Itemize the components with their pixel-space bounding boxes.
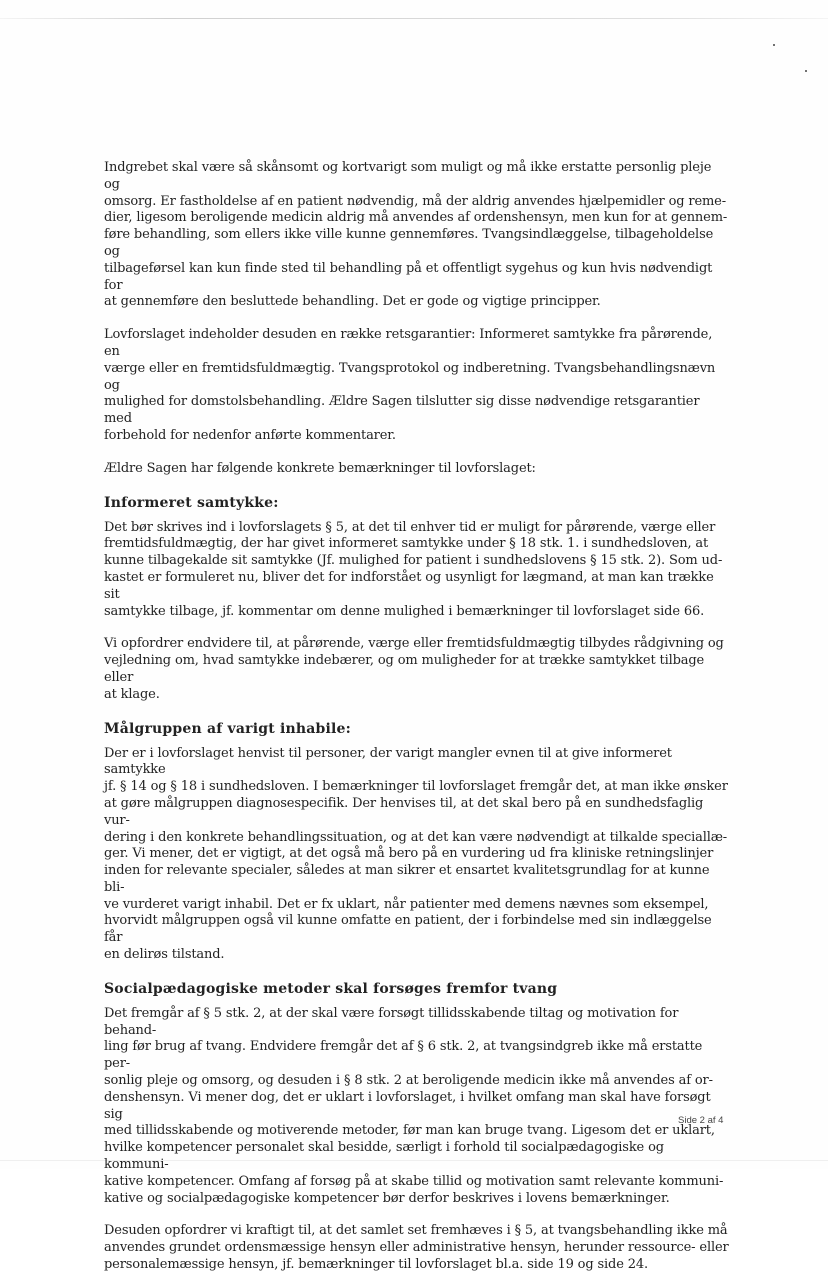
text-line: tilbageførsel kan kun finde sted til behandling på et offentligt sygehus og kun hvis nødvendigt for <box>104 260 713 293</box>
scan-speck <box>805 70 807 72</box>
paragraph <box>104 1006 730 1208</box>
text-line: at gøre målgruppen diagnosespecifik. Der henvises til, at det skal bero på en sundhedsfaglig vur- <box>104 795 704 828</box>
text-line: hvilke kompetencer personalet skal besidde, særligt i forhold til socialpædagogiske og kommuni- <box>104 1140 664 1173</box>
text-line: hvorvidt målgruppen også vil kunne omfatte en patient, der i forbindelse med sin indlæggelse får <box>104 913 712 946</box>
text-line: mulighed for domstolsbehandling. Ældre Sagen tilslutter sig disse nødvendige retsgarantier med <box>104 394 700 427</box>
text-line: Der er i lovforslaget henvist til personer, der varigt mangler evnen til at give informeret samtykke <box>104 745 672 778</box>
text-line: at gennemføre den besluttede behandling. Det er gode og vigtige principper. <box>104 294 601 310</box>
scan-edge-top <box>0 18 828 19</box>
text-line: denshensyn. Vi mener dog, det er uklart i lovforslaget, i hvilket omfang man skal have forsøgt sig <box>104 1089 711 1122</box>
text-line: forbehold for nedenfor anførte kommentarer. <box>104 427 396 443</box>
paragraph <box>104 1223 730 1273</box>
text-line: kunne tilbagekalde sit samtykke (Jf. mulighed for patient i sundhedslovens § 15 stk. 2). Som ud- <box>104 553 723 569</box>
scan-speck <box>773 44 775 46</box>
text-line: Vi opfordrer endvidere til, at pårørende, værge eller fremtidsfuldmægtig tilbydes rådgivning og <box>104 636 724 652</box>
text-line: dier, ligesom beroligende medicin aldrig må anvendes af ordenshensyn, men kun for at gennem- <box>104 210 728 226</box>
text-line: Desuden opfordrer vi kraftigt til, at det samlet set fremhæves i § 5, at tvangsbehandling ikke må <box>104 1223 728 1239</box>
text-line: føre behandling, som ellers ikke ville kunne gennemføres. Tvangsindlæggelse, tilbageholdelse og <box>104 227 714 259</box>
heading-text: Socialpædagogiske metoder skal forsøges fremfor tvang <box>104 980 558 997</box>
text-line: omsorg. Er fastholdelse af en patient nødvendig, må der aldrig anvendes hjælpemidler og reme- <box>104 193 726 209</box>
text-line: at klage. <box>104 686 160 702</box>
text-line: kative og socialpædagogiske kompetencer bør derfor beskrives i lovens bemærkninger. <box>104 1190 670 1206</box>
text-line: samtykke tilbage, jf. kommentar om denne mulighed i bemærkninger til lovforslaget side 66. <box>104 603 705 619</box>
text-line: vejledning om, hvad samtykke indebærer, og om muligheder for at trække samtykket tilbage eller <box>104 653 705 685</box>
page-number: Side 2 af 4 <box>678 1115 724 1126</box>
text-line: kastet er formuleret nu, bliver det for indforstået og usynligt for lægmand, at man kan trække sit <box>104 569 714 602</box>
scan-edge-bottom <box>0 1160 828 1161</box>
text-line: med tillidsskabende og motiverende metoder, før man kan bruge tvang. Ligesom det er uklart, <box>104 1123 715 1139</box>
text-line: kative kompetencer. Omfang af forsøg på at skabe tillid og motivation samt relevante kommuni- <box>104 1173 724 1189</box>
text-line: ve vurderet varigt inhabil. Det er fx uklart, når patienter med demens nævnes som eksempel, <box>104 896 709 912</box>
heading-text: Informeret samtykke: <box>104 494 279 511</box>
text-line: fremtidsfuldmægtig, der har givet informeret samtykke under § 18 stk. 1. i sundhedsloven, at <box>104 536 709 552</box>
text-line: jf. § 14 og § 18 i sundhedsloven. I bemærkninger til lovforslaget fremgår det, at man ikke ønsker <box>104 779 728 795</box>
text-line: Ældre Sagen har følgende konkrete bemærkninger til lovforslaget: <box>104 460 536 476</box>
text-line: ger. Vi mener, det er vigtigt, at det også må bero på en vurdering ud fra kliniske retningslinjer <box>104 846 714 862</box>
text-line: Det fremgår af § 5 stk. 2, at der skal være forsøgt tillidsskabende tiltag og motivation for behand- <box>104 1005 679 1038</box>
text-line: værge eller en fremtidsfuldmægtig. Tvangsprotokol og indberetning. Tvangsbehandlingsnævn og <box>104 360 716 393</box>
paragraph <box>104 746 730 964</box>
text-line: sonlig pleje og omsorg, og desuden i § 8 stk. 2 at beroligende medicin ikke må anvendes af or- <box>104 1073 713 1089</box>
paragraph <box>104 461 730 478</box>
text-line: personalemæssige hensyn, jf. bemærkninger til lovforslaget bl.a. side 19 og side 24. <box>104 1257 648 1273</box>
text-line: ling før brug af tvang. Endvidere fremgår det af § 6 stk. 2, at tvangsindgreb ikke må erstatte per- <box>104 1039 703 1072</box>
paragraph <box>104 160 730 311</box>
text-line: Lovforslaget indeholder desuden en række retsgarantier: Informeret samtykke fra pårørende, en <box>104 327 713 359</box>
paragraph <box>104 520 730 621</box>
text-line: Indgrebet skal være så skånsomt og kortvarigt som muligt og må ikke erstatte personlig pleje og <box>104 160 712 192</box>
heading-text: Målgruppen af varigt inhabile: <box>104 720 352 737</box>
paragraph <box>104 636 730 703</box>
text-line: Det bør skrives ind i lovforslagets § 5, at det til enhver tid er muligt for pårørende, værge eller <box>104 519 716 535</box>
text-line: inden for relevante specialer, således at man sikrer et ensartet kvalitetsgrundlag for at kunne bli- <box>104 863 710 895</box>
text-line: dering i den konkrete behandlingssituation, og at det kan være nødvendigt at tilkalde speciallæ- <box>104 829 728 845</box>
document-body <box>104 160 730 1274</box>
section-heading <box>104 980 730 998</box>
section-heading <box>104 720 730 738</box>
text-line: en delirøs tilstand. <box>104 947 225 963</box>
section-heading <box>104 494 730 512</box>
paragraph <box>104 327 730 445</box>
text-line: anvendes grundet ordensmæssige hensyn eller administrative hensyn, herunder ressource- eller <box>104 1240 729 1256</box>
